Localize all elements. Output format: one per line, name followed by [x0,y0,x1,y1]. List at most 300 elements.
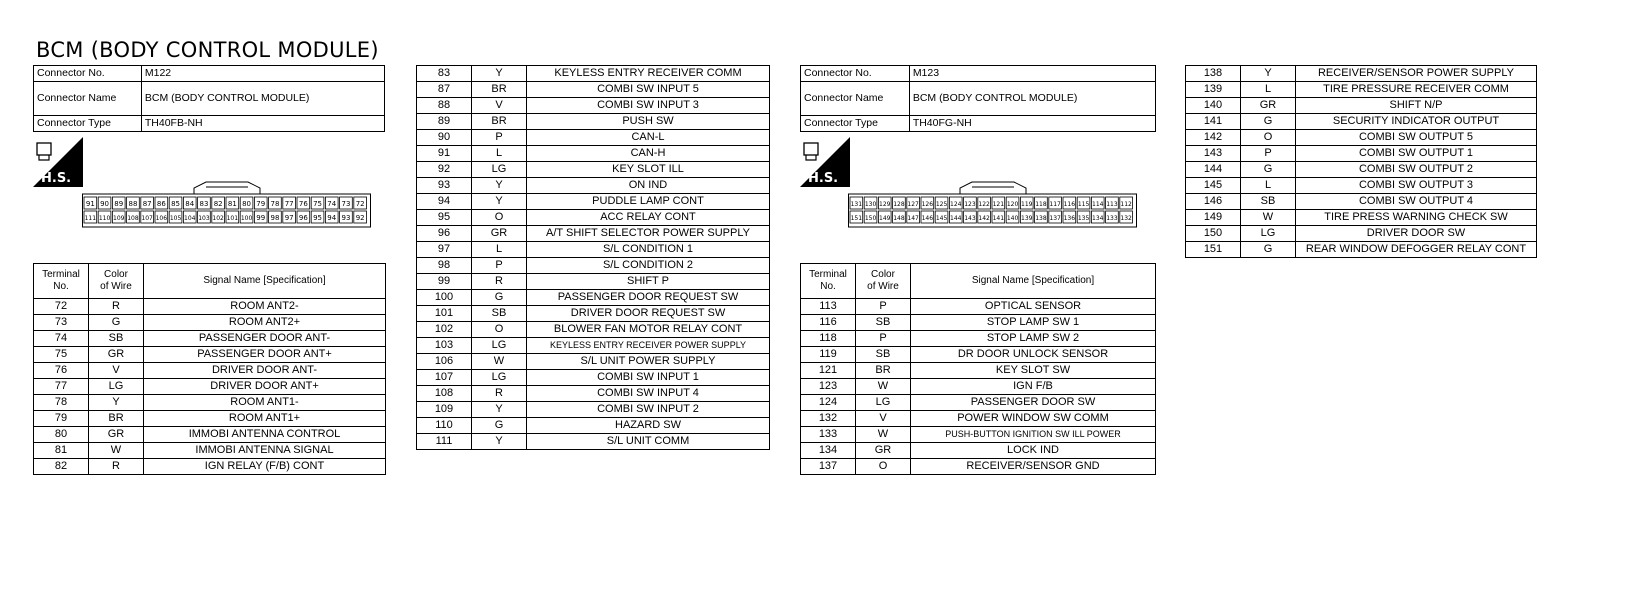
signal-name: CAN-L [527,130,770,146]
pin-number: 116 [1063,201,1076,208]
pin-number: 128 [893,201,905,208]
terminal-table-1 [33,263,386,475]
pin-number: 118 [1035,201,1047,208]
pin-number: 119 [1021,201,1033,208]
pin-number: 126 [921,201,934,208]
signal-name: IMMOBI ANTENNA SIGNAL [144,443,386,459]
terminal-table-2 [416,65,770,450]
pin-number: 74 [327,200,337,208]
wire-color: P [856,299,911,315]
pin-number: 149 [879,215,891,222]
pin-number: 146 [921,215,934,222]
signal-name: IMMOBI ANTENNA CONTROL [144,427,386,443]
wire-color: L [472,146,527,162]
table-row [417,258,770,274]
wire-color: LG [472,370,527,386]
harness-side-icon [33,137,83,187]
terminal-no: 118 [801,331,856,347]
signal-name: TIRE PRESSURE RECEIVER COMM [1296,82,1537,98]
signal-name: COMBI SW INPUT 2 [527,402,770,418]
wire-color: V [856,411,911,427]
wire-color: SB [856,315,911,331]
pin-number: 83 [199,200,209,208]
pin-number: 99 [256,214,266,222]
terminal-no: 138 [1186,66,1241,82]
pin-number: 141 [992,215,1005,222]
terminal-no: 93 [417,178,472,194]
pin-number: 142 [978,215,990,222]
table-row [1186,210,1537,226]
terminal-no: 150 [1186,226,1241,242]
connector2-info-table [800,65,1156,132]
table-row [801,427,1156,443]
terminal-no: 82 [34,459,89,475]
signal-name: STOP LAMP SW 1 [911,315,1156,331]
wire-color: L [472,242,527,258]
table-row [417,338,770,354]
wire-color: LG [1241,226,1296,242]
terminal-no: 102 [417,322,472,338]
table-row [1186,194,1537,210]
table-row [417,210,770,226]
terminal-no: 146 [1186,194,1241,210]
wire-color: SB [1241,194,1296,210]
table-row [34,411,386,427]
wire-color: GR [856,443,911,459]
wire-color: P [1241,146,1296,162]
terminal-no: 144 [1186,162,1241,178]
connector2-name: BCM (BODY CONTROL MODULE) [909,82,1155,116]
table-row [417,402,770,418]
table-row [417,178,770,194]
table-row [417,66,770,82]
signal-name: ROOM ANT2- [144,299,386,315]
terminal-no: 87 [417,82,472,98]
terminal-no: 113 [801,299,856,315]
terminal-no: 97 [417,242,472,258]
wire-color: GR [472,226,527,242]
signal-name: DRIVER DOOR SW [1296,226,1537,242]
pin-number: 76 [298,200,308,208]
signal-name: PUDDLE LAMP CONT [527,194,770,210]
table-row [1186,146,1537,162]
signal-name: ROOM ANT1+ [144,411,386,427]
pin-number: 89 [114,200,124,208]
terminal-no: 91 [417,146,472,162]
wire-color: G [1241,114,1296,130]
signal-name: COMBI SW INPUT 1 [527,370,770,386]
terminal-no: 149 [1186,210,1241,226]
pin-number: 107 [141,215,153,222]
pin-number: 94 [327,214,337,222]
signal-name: RECEIVER/SENSOR POWER SUPPLY [1296,66,1537,82]
table-row [417,434,770,450]
pin-number: 139 [1021,215,1033,222]
signal-name: DRIVER DOOR ANT+ [144,379,386,395]
terminal-no: 116 [801,315,856,331]
signal-name: PASSENGER DOOR REQUEST SW [527,290,770,306]
pin-number: 90 [100,200,110,208]
connector-no-label: Connector No. [34,66,142,82]
pin-number: 151 [850,215,863,222]
table-row [801,315,1156,331]
pin-number: 98 [270,214,280,222]
pin-number: 79 [256,200,266,208]
signal-name: COMBI SW INPUT 4 [527,386,770,402]
pin-number: 138 [1035,215,1047,222]
terminal-no: 145 [1186,178,1241,194]
signal-name: PUSH-BUTTON IGNITION SW ILL POWER [911,427,1156,443]
wire-color: P [472,258,527,274]
pin-number: 147 [907,215,919,222]
pin-number: 125 [935,201,948,208]
signal-name: COMBI SW INPUT 5 [527,82,770,98]
signal-name: ROOM ANT2+ [144,315,386,331]
wire-color: SB [472,306,527,322]
signal-name: POWER WINDOW SW COMM [911,411,1156,427]
signal-name: A/T SHIFT SELECTOR POWER SUPPLY [527,226,770,242]
signal-name: LOCK IND [911,443,1156,459]
terminal-no: 121 [801,363,856,379]
pin-number: 82 [213,200,223,208]
wire-color: O [472,210,527,226]
terminal-table-3 [800,263,1156,475]
signal-name: S/L CONDITION 1 [527,242,770,258]
table-row [417,306,770,322]
pin-number: 131 [850,201,863,208]
terminal-no: 140 [1186,98,1241,114]
terminal-no: 141 [1186,114,1241,130]
terminal-no: 108 [417,386,472,402]
wire-color: G [89,315,144,331]
signal-name: STOP LAMP SW 2 [911,331,1156,347]
signal-name: SECURITY INDICATOR OUTPUT [1296,114,1537,130]
wire-color: Y [472,434,527,450]
table-row [417,354,770,370]
terminal-no: 74 [34,331,89,347]
table-row [1186,242,1537,258]
pin-number: 81 [227,200,237,208]
pin-number: 145 [935,215,948,222]
pin-number: 140 [1006,215,1019,222]
terminal-no: 132 [801,411,856,427]
color-header: Color of Wire [89,264,144,299]
terminal-no: 88 [417,98,472,114]
signal-header: Signal Name [Specification] [144,264,386,299]
table-row [417,322,770,338]
signal-name: COMBI SW OUTPUT 3 [1296,178,1537,194]
pin-number: 77 [284,200,294,208]
table-row [417,146,770,162]
page-title: BCM (BODY CONTROL MODULE) [36,38,379,62]
signal-name: CAN-H [527,146,770,162]
pin-number: 92 [355,214,365,222]
table-row [1186,66,1537,82]
pin-number: 136 [1063,215,1076,222]
wire-color: Y [472,194,527,210]
signal-name: KEYLESS ENTRY RECEIVER POWER SUPPLY [527,338,770,354]
table-row [1186,98,1537,114]
connector1-name: BCM (BODY CONTROL MODULE) [141,82,384,116]
wire-color: Y [89,395,144,411]
terminal-no: 76 [34,363,89,379]
signal-name: PASSENGER DOOR SW [911,395,1156,411]
terminal-no: 96 [417,226,472,242]
wire-color: W [856,427,911,443]
terminal-no: 99 [417,274,472,290]
signal-name: HAZARD SW [527,418,770,434]
pin-number: 130 [864,201,877,208]
terminal-table-4 [1185,65,1537,258]
table-row [34,379,386,395]
table-row [801,443,1156,459]
wire-color: W [856,379,911,395]
pin-number: 121 [992,201,1005,208]
connector1-info-table [33,65,385,132]
table-row [801,459,1156,475]
pin-number: 137 [1049,215,1061,222]
pin-number: 120 [1006,201,1019,208]
terminal-no: 106 [417,354,472,370]
wire-color: Y [1241,66,1296,82]
pin-number: 88 [128,200,138,208]
pin-number: 86 [156,200,166,208]
signal-name: RECEIVER/SENSOR GND [911,459,1156,475]
table-row [34,427,386,443]
terminal-no: 77 [34,379,89,395]
table-row [1186,162,1537,178]
table-row [34,331,386,347]
table-row [417,130,770,146]
terminal-no: 107 [417,370,472,386]
table-row [34,459,386,475]
pin-number: 129 [879,201,891,208]
terminal-no: 124 [801,395,856,411]
table-row [1186,178,1537,194]
terminal-no: 139 [1186,82,1241,98]
table-row [417,162,770,178]
pin-number: 78 [270,200,280,208]
signal-name: S/L CONDITION 2 [527,258,770,274]
pin-number: 103 [198,215,210,222]
table-row [417,386,770,402]
signal-name: OPTICAL SENSOR [911,299,1156,315]
wire-color: V [472,98,527,114]
hs-label: H.S. [808,171,839,186]
terminal-header: Terminal No. [801,264,856,299]
terminal-no: 119 [801,347,856,363]
signal-name: IGN F/B [911,379,1156,395]
pin-number: 91 [85,200,95,208]
terminal-no: 83 [417,66,472,82]
table-row [417,226,770,242]
harness-side-icon [800,137,850,187]
pin-number: 124 [950,201,962,208]
wire-color: LG [89,379,144,395]
terminal-no: 90 [417,130,472,146]
signal-name: REAR WINDOW DEFOGGER RELAY CONT [1296,242,1537,258]
signal-name: COMBI SW OUTPUT 1 [1296,146,1537,162]
wire-color: V [89,363,144,379]
wire-color: W [472,354,527,370]
pin-number: 113 [1106,201,1118,208]
connector2-type: TH40FG-NH [909,116,1155,132]
pin-number: 123 [964,201,976,208]
color-header: Color of Wire [856,264,911,299]
pin-number: 111 [84,215,97,222]
signal-name: S/L UNIT POWER SUPPLY [527,354,770,370]
pin-number: 112 [1120,201,1132,208]
signal-name: DRIVER DOOR REQUEST SW [527,306,770,322]
terminal-no: 109 [417,402,472,418]
wire-color: G [1241,162,1296,178]
pin-number: 75 [313,200,323,208]
table-row [801,299,1156,315]
table-row [417,370,770,386]
table-row [801,347,1156,363]
wire-color: BR [856,363,911,379]
connector-type-label: Connector Type [801,116,910,132]
signal-name: COMBI SW OUTPUT 5 [1296,130,1537,146]
pin-number: 133 [1106,215,1118,222]
pin-number: 96 [298,214,308,222]
table-row [34,315,386,331]
pin-number: 106 [155,215,168,222]
wire-color: P [856,331,911,347]
table-row [801,331,1156,347]
signal-name: IGN RELAY (F/B) CONT [144,459,386,475]
signal-name: SHIFT N/P [1296,98,1537,114]
table-row [34,347,386,363]
pin-number: 122 [978,201,990,208]
connector1-face [82,180,372,228]
table-row [34,299,386,315]
signal-name: COMBI SW INPUT 3 [527,98,770,114]
terminal-no: 137 [801,459,856,475]
signal-name: PASSENGER DOOR ANT- [144,331,386,347]
terminal-no: 110 [417,418,472,434]
pin-number: 95 [313,214,323,222]
pin-number: 102 [212,215,224,222]
terminal-no: 143 [1186,146,1241,162]
terminal-no: 142 [1186,130,1241,146]
wire-color: W [89,443,144,459]
terminal-no: 79 [34,411,89,427]
signal-name: COMBI SW OUTPUT 2 [1296,162,1537,178]
table-row [801,363,1156,379]
terminal-no: 78 [34,395,89,411]
wire-color: P [472,130,527,146]
table-row [34,395,386,411]
terminal-no: 92 [417,162,472,178]
table-row [417,290,770,306]
pin-number: 105 [169,215,182,222]
connector-name-label: Connector Name [34,82,142,116]
wire-color: Y [472,66,527,82]
table-row [417,242,770,258]
connector1-type: TH40FB-NH [141,116,384,132]
terminal-no: 95 [417,210,472,226]
table-row [417,114,770,130]
table-row [417,194,770,210]
signal-name: PASSENGER DOOR ANT+ [144,347,386,363]
pin-number: 134 [1092,215,1104,222]
wire-color: R [472,274,527,290]
connector2-no: M123 [909,66,1155,82]
connector1-no: M122 [141,66,384,82]
pin-number: 80 [242,200,252,208]
pin-number: 104 [184,215,196,222]
pin-number: 114 [1092,201,1104,208]
pin-number: 135 [1077,215,1090,222]
table-row [417,274,770,290]
wire-color: R [89,459,144,475]
table-row [417,418,770,434]
signal-name: COMBI SW OUTPUT 4 [1296,194,1537,210]
terminal-no: 80 [34,427,89,443]
wire-color: LG [472,338,527,354]
wire-color: GR [89,427,144,443]
wire-color: R [89,299,144,315]
signal-header: Signal Name [Specification] [911,264,1156,299]
terminal-no: 98 [417,258,472,274]
signal-name: PUSH SW [527,114,770,130]
terminal-no: 111 [417,434,472,450]
signal-name: KEYLESS ENTRY RECEIVER COMM [527,66,770,82]
pin-number: 132 [1120,215,1132,222]
terminal-no: 75 [34,347,89,363]
table-row [34,443,386,459]
wire-color: SB [856,347,911,363]
wire-color: W [1241,210,1296,226]
signal-name: DR DOOR UNLOCK SENSOR [911,347,1156,363]
wire-color: LG [856,395,911,411]
wire-color: L [1241,82,1296,98]
signal-name: DRIVER DOOR ANT- [144,363,386,379]
signal-name: KEY SLOT ILL [527,162,770,178]
signal-name: SHIFT P [527,274,770,290]
terminal-no: 100 [417,290,472,306]
wire-color: O [472,322,527,338]
table-row [1186,130,1537,146]
pin-number: 87 [142,200,152,208]
wire-color: LG [472,162,527,178]
terminal-no: 81 [34,443,89,459]
pin-number: 93 [341,214,351,222]
signal-name: KEY SLOT SW [911,363,1156,379]
pin-number: 148 [893,215,905,222]
pin-number: 85 [171,200,181,208]
wire-color: Y [472,402,527,418]
wire-color: R [472,386,527,402]
terminal-no: 134 [801,443,856,459]
table-row [801,379,1156,395]
wire-color: G [472,418,527,434]
signal-name: S/L UNIT COMM [527,434,770,450]
table-row [1186,114,1537,130]
wire-color: GR [1241,98,1296,114]
wire-color: GR [89,347,144,363]
pin-number: 72 [355,200,365,208]
pin-number: 117 [1049,201,1061,208]
pin-number: 144 [950,215,962,222]
wire-color: O [856,459,911,475]
signal-name: ACC RELAY CONT [527,210,770,226]
terminal-no: 89 [417,114,472,130]
pin-number: 115 [1077,201,1090,208]
terminal-no: 151 [1186,242,1241,258]
table-row [417,82,770,98]
